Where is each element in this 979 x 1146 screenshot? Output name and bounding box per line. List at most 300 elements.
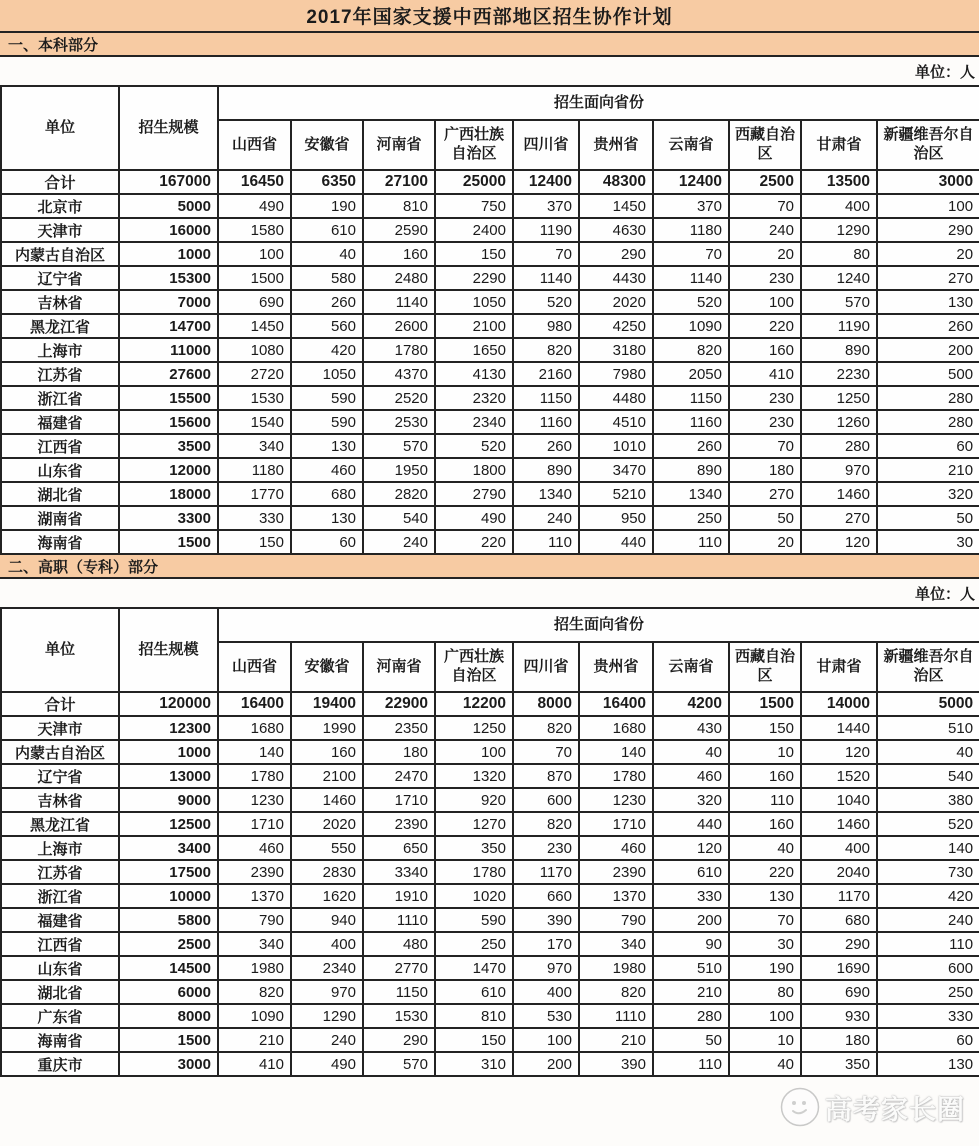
- province-value-cell: 580: [291, 266, 363, 290]
- table-row: [1, 908, 979, 932]
- province-value-cell: 440: [653, 812, 729, 836]
- row-name-cell: 吉林省: [1, 290, 119, 314]
- province-value-cell: 790: [218, 908, 291, 932]
- province-value-cell: 320: [653, 788, 729, 812]
- province-value-cell: 520: [435, 434, 513, 458]
- province-value-cell: 250: [877, 980, 979, 1004]
- province-value-cell: 1160: [653, 410, 729, 434]
- province-value-cell: 680: [291, 482, 363, 506]
- province-value-cell: 90: [653, 932, 729, 956]
- province-value-cell: 1780: [363, 338, 435, 362]
- scale-value-cell: 12500: [119, 812, 218, 836]
- province-value-cell: 12400: [653, 170, 729, 194]
- province-value-cell: 20: [729, 242, 801, 266]
- province-value-cell: 2770: [363, 956, 435, 980]
- watermark: [780, 1084, 976, 1130]
- province-value-cell: 1780: [579, 764, 653, 788]
- province-value-cell: 120: [801, 740, 877, 764]
- row-name-cell: 山东省: [1, 458, 119, 482]
- province-value-cell: 230: [513, 836, 579, 860]
- province-value-cell: 25000: [435, 170, 513, 194]
- province-value-cell: 590: [291, 410, 363, 434]
- province-value-cell: 30: [877, 530, 979, 554]
- province-value-cell: 1780: [218, 764, 291, 788]
- province-value-cell: 50: [877, 506, 979, 530]
- province-value-cell: 280: [653, 1004, 729, 1028]
- row-name-cell: 福建省: [1, 410, 119, 434]
- province-value-cell: 390: [579, 1052, 653, 1076]
- province-value-cell: 490: [218, 194, 291, 218]
- province-value-cell: 1230: [579, 788, 653, 812]
- province-value-cell: 2400: [435, 218, 513, 242]
- scale-value-cell: 18000: [119, 482, 218, 506]
- table-row: [1, 170, 979, 194]
- province-value-cell: 1240: [801, 266, 877, 290]
- scale-value-cell: 5000: [119, 194, 218, 218]
- province-value-cell: 4250: [579, 314, 653, 338]
- table-row: [1, 434, 979, 458]
- province-value-cell: 590: [435, 908, 513, 932]
- province-value-cell: 190: [291, 194, 363, 218]
- province-value-cell: 8000: [513, 692, 579, 716]
- province-value-cell: 130: [729, 884, 801, 908]
- scale-value-cell: 8000: [119, 1004, 218, 1028]
- province-value-cell: 1540: [218, 410, 291, 434]
- scale-value-cell: 11000: [119, 338, 218, 362]
- province-value-cell: 1190: [513, 218, 579, 242]
- province-value-cell: 290: [877, 218, 979, 242]
- section-heading-vocational: 二、高职（专科）部分: [0, 555, 979, 579]
- province-value-cell: 530: [513, 1004, 579, 1028]
- province-value-cell: 930: [801, 1004, 877, 1028]
- province-value-cell: 1110: [579, 1004, 653, 1028]
- province-value-cell: 1140: [653, 266, 729, 290]
- province-value-cell: 790: [579, 908, 653, 932]
- province-value-cell: 160: [729, 812, 801, 836]
- table-row: [1, 506, 979, 530]
- table-row: [1, 836, 979, 860]
- province-value-cell: 820: [513, 716, 579, 740]
- province-value-cell: 70: [653, 242, 729, 266]
- province-value-cell: 1370: [218, 884, 291, 908]
- province-value-cell: 10: [729, 740, 801, 764]
- table-row: [1, 788, 979, 812]
- province-value-cell: 70: [729, 908, 801, 932]
- province-value-cell: 210: [653, 980, 729, 1004]
- province-value-cell: 2100: [291, 764, 363, 788]
- province-value-cell: 2230: [801, 362, 877, 386]
- province-value-cell: 160: [291, 740, 363, 764]
- province-value-cell: 100: [513, 1028, 579, 1052]
- province-value-cell: 550: [291, 836, 363, 860]
- province-value-cell: 40: [729, 836, 801, 860]
- scale-value-cell: 3000: [119, 1052, 218, 1076]
- province-value-cell: 130: [877, 1052, 979, 1076]
- province-value-cell: 170: [513, 932, 579, 956]
- province-value-cell: 130: [291, 506, 363, 530]
- province-value-cell: 1050: [291, 362, 363, 386]
- province-value-cell: 290: [801, 932, 877, 956]
- row-name-cell: 浙江省: [1, 386, 119, 410]
- province-value-cell: 1800: [435, 458, 513, 482]
- province-column-header: 西藏自治区: [729, 642, 801, 692]
- province-value-cell: 2160: [513, 362, 579, 386]
- province-value-cell: 460: [218, 836, 291, 860]
- unit-column-header: 单位: [1, 608, 119, 692]
- province-value-cell: 150: [729, 716, 801, 740]
- province-value-cell: 520: [513, 290, 579, 314]
- scale-value-cell: 2500: [119, 932, 218, 956]
- scale-value-cell: 3500: [119, 434, 218, 458]
- province-value-cell: 1460: [801, 812, 877, 836]
- province-value-cell: 330: [653, 884, 729, 908]
- province-value-cell: 22900: [363, 692, 435, 716]
- province-column-header: 广西壮族自治区: [435, 642, 513, 692]
- province-value-cell: 400: [291, 932, 363, 956]
- province-value-cell: 280: [801, 434, 877, 458]
- row-name-cell: 江苏省: [1, 860, 119, 884]
- province-value-cell: 1250: [435, 716, 513, 740]
- province-value-cell: 70: [729, 194, 801, 218]
- province-value-cell: 70: [513, 740, 579, 764]
- unit-column-header: 单位: [1, 86, 119, 170]
- province-value-cell: 1680: [218, 716, 291, 740]
- province-value-cell: 1110: [363, 908, 435, 932]
- province-value-cell: 200: [877, 338, 979, 362]
- section-heading-undergraduate: 一、本科部分: [0, 33, 979, 57]
- province-value-cell: 890: [801, 338, 877, 362]
- province-value-cell: 40: [729, 1052, 801, 1076]
- province-value-cell: 340: [218, 932, 291, 956]
- province-value-cell: 660: [513, 884, 579, 908]
- province-value-cell: 16400: [218, 692, 291, 716]
- province-value-cell: 4630: [579, 218, 653, 242]
- province-value-cell: 2600: [363, 314, 435, 338]
- row-name-cell: 黑龙江省: [1, 314, 119, 338]
- row-name-cell: 湖南省: [1, 506, 119, 530]
- row-name-cell: 重庆市: [1, 1052, 119, 1076]
- table-row: [1, 386, 979, 410]
- province-value-cell: 5210: [579, 482, 653, 506]
- province-value-cell: 140: [579, 740, 653, 764]
- province-value-cell: 330: [218, 506, 291, 530]
- province-column-header: 山西省: [218, 642, 291, 692]
- table-row: [1, 362, 979, 386]
- province-value-cell: 260: [291, 290, 363, 314]
- table-row: [1, 218, 979, 242]
- province-value-cell: 1040: [801, 788, 877, 812]
- province-value-cell: 48300: [579, 170, 653, 194]
- row-name-cell: 合计: [1, 692, 119, 716]
- province-value-cell: 180: [801, 1028, 877, 1052]
- table-row: [1, 1004, 979, 1028]
- province-value-cell: 570: [363, 434, 435, 458]
- table-row: [1, 1052, 979, 1076]
- province-value-cell: 810: [435, 1004, 513, 1028]
- province-value-cell: 60: [291, 530, 363, 554]
- province-value-cell: 140: [218, 740, 291, 764]
- province-column-header: 四川省: [513, 120, 579, 170]
- provinces-span-header: 招生面向省份: [218, 86, 979, 120]
- province-column-header: 安徽省: [291, 120, 363, 170]
- province-value-cell: 820: [218, 980, 291, 1004]
- province-value-cell: 150: [435, 1028, 513, 1052]
- province-value-cell: 12200: [435, 692, 513, 716]
- table-row: [1, 314, 979, 338]
- province-value-cell: 230: [729, 386, 801, 410]
- province-value-cell: 4370: [363, 362, 435, 386]
- province-value-cell: 1710: [363, 788, 435, 812]
- row-name-cell: 黑龙江省: [1, 812, 119, 836]
- table-row: [1, 716, 979, 740]
- province-value-cell: 460: [579, 836, 653, 860]
- row-name-cell: 辽宁省: [1, 266, 119, 290]
- province-column-header: 云南省: [653, 120, 729, 170]
- province-value-cell: 270: [801, 506, 877, 530]
- row-name-cell: 海南省: [1, 1028, 119, 1052]
- province-column-header: 贵州省: [579, 642, 653, 692]
- province-value-cell: 510: [877, 716, 979, 740]
- province-value-cell: 4430: [579, 266, 653, 290]
- province-value-cell: 16450: [218, 170, 291, 194]
- province-value-cell: 60: [877, 434, 979, 458]
- vocational-plan-table: [0, 607, 979, 1077]
- province-value-cell: 2100: [435, 314, 513, 338]
- province-value-cell: 190: [729, 956, 801, 980]
- province-value-cell: 160: [729, 338, 801, 362]
- table-row: [1, 410, 979, 434]
- province-value-cell: 100: [435, 740, 513, 764]
- province-value-cell: 120: [801, 530, 877, 554]
- province-value-cell: 250: [653, 506, 729, 530]
- province-value-cell: 1010: [579, 434, 653, 458]
- province-value-cell: 180: [729, 458, 801, 482]
- province-column-header: 安徽省: [291, 642, 363, 692]
- province-value-cell: 540: [877, 764, 979, 788]
- province-value-cell: 270: [877, 266, 979, 290]
- province-value-cell: 2320: [435, 386, 513, 410]
- row-name-cell: 江西省: [1, 434, 119, 458]
- undergraduate-plan-table: [0, 85, 979, 555]
- scale-value-cell: 12000: [119, 458, 218, 482]
- scale-value-cell: 14700: [119, 314, 218, 338]
- province-value-cell: 1460: [801, 482, 877, 506]
- province-value-cell: 290: [579, 242, 653, 266]
- row-name-cell: 广东省: [1, 1004, 119, 1028]
- province-value-cell: 1090: [218, 1004, 291, 1028]
- province-value-cell: 2290: [435, 266, 513, 290]
- province-value-cell: 810: [363, 194, 435, 218]
- province-value-cell: 110: [653, 530, 729, 554]
- province-value-cell: 2020: [579, 290, 653, 314]
- province-value-cell: 70: [729, 434, 801, 458]
- province-value-cell: 2390: [218, 860, 291, 884]
- province-value-cell: 4510: [579, 410, 653, 434]
- province-value-cell: 80: [801, 242, 877, 266]
- province-value-cell: 240: [729, 218, 801, 242]
- scale-value-cell: 1000: [119, 242, 218, 266]
- province-value-cell: 340: [579, 932, 653, 956]
- province-value-cell: 1050: [435, 290, 513, 314]
- province-value-cell: 330: [877, 1004, 979, 1028]
- table-row: [1, 692, 979, 716]
- province-value-cell: 570: [363, 1052, 435, 1076]
- province-value-cell: 1580: [218, 218, 291, 242]
- province-value-cell: 1020: [435, 884, 513, 908]
- province-value-cell: 230: [729, 266, 801, 290]
- province-value-cell: 1780: [435, 860, 513, 884]
- province-value-cell: 100: [218, 242, 291, 266]
- province-value-cell: 13500: [801, 170, 877, 194]
- province-value-cell: 260: [877, 314, 979, 338]
- province-value-cell: 820: [513, 812, 579, 836]
- province-value-cell: 2350: [363, 716, 435, 740]
- province-value-cell: 230: [729, 410, 801, 434]
- province-value-cell: 130: [877, 290, 979, 314]
- province-value-cell: 680: [801, 908, 877, 932]
- table-row: [1, 458, 979, 482]
- province-value-cell: 2040: [801, 860, 877, 884]
- row-name-cell: 辽宁省: [1, 764, 119, 788]
- province-value-cell: 820: [513, 338, 579, 362]
- province-value-cell: 750: [435, 194, 513, 218]
- province-value-cell: 4200: [653, 692, 729, 716]
- province-value-cell: 20: [729, 530, 801, 554]
- province-value-cell: 1500: [218, 266, 291, 290]
- scale-value-cell: 1000: [119, 740, 218, 764]
- province-value-cell: 870: [513, 764, 579, 788]
- province-value-cell: 610: [291, 218, 363, 242]
- province-value-cell: 280: [877, 410, 979, 434]
- scale-column-header: 招生规模: [119, 608, 218, 692]
- province-value-cell: 270: [729, 482, 801, 506]
- row-name-cell: 北京市: [1, 194, 119, 218]
- province-value-cell: 370: [653, 194, 729, 218]
- province-value-cell: 420: [291, 338, 363, 362]
- province-value-cell: 1270: [435, 812, 513, 836]
- province-value-cell: 2790: [435, 482, 513, 506]
- table-row: [1, 812, 979, 836]
- row-name-cell: 合计: [1, 170, 119, 194]
- province-value-cell: 2020: [291, 812, 363, 836]
- row-name-cell: 江西省: [1, 932, 119, 956]
- row-name-cell: 江苏省: [1, 362, 119, 386]
- province-value-cell: 1680: [579, 716, 653, 740]
- province-value-cell: 340: [218, 434, 291, 458]
- province-value-cell: 570: [801, 290, 877, 314]
- province-value-cell: 970: [801, 458, 877, 482]
- province-value-cell: 2340: [435, 410, 513, 434]
- row-name-cell: 上海市: [1, 836, 119, 860]
- scale-value-cell: 3400: [119, 836, 218, 860]
- province-value-cell: 1460: [291, 788, 363, 812]
- province-value-cell: 180: [363, 740, 435, 764]
- province-value-cell: 600: [877, 956, 979, 980]
- province-value-cell: 540: [363, 506, 435, 530]
- province-value-cell: 30: [729, 932, 801, 956]
- penguin-logo-icon: [780, 1087, 820, 1127]
- province-value-cell: 110: [877, 932, 979, 956]
- province-value-cell: 150: [218, 530, 291, 554]
- row-name-cell: 内蒙古自治区: [1, 740, 119, 764]
- province-value-cell: 220: [729, 314, 801, 338]
- province-value-cell: 12400: [513, 170, 579, 194]
- row-name-cell: 山东省: [1, 956, 119, 980]
- province-value-cell: 1290: [801, 218, 877, 242]
- province-value-cell: 1170: [513, 860, 579, 884]
- province-column-header: 贵州省: [579, 120, 653, 170]
- scale-value-cell: 13000: [119, 764, 218, 788]
- province-value-cell: 820: [653, 338, 729, 362]
- table-row: [1, 530, 979, 554]
- province-value-cell: 130: [291, 434, 363, 458]
- row-name-cell: 吉林省: [1, 788, 119, 812]
- scale-column-header: 招生规模: [119, 86, 218, 170]
- province-value-cell: 110: [653, 1052, 729, 1076]
- province-value-cell: 1990: [291, 716, 363, 740]
- province-value-cell: 1450: [218, 314, 291, 338]
- province-value-cell: 160: [363, 242, 435, 266]
- province-value-cell: 1690: [801, 956, 877, 980]
- province-column-header: 云南省: [653, 642, 729, 692]
- table-row: [1, 932, 979, 956]
- row-name-cell: 天津市: [1, 218, 119, 242]
- province-value-cell: 240: [291, 1028, 363, 1052]
- province-value-cell: 980: [513, 314, 579, 338]
- province-value-cell: 40: [653, 740, 729, 764]
- row-name-cell: 浙江省: [1, 884, 119, 908]
- province-column-header: 西藏自治区: [729, 120, 801, 170]
- province-value-cell: 440: [579, 530, 653, 554]
- province-value-cell: 240: [877, 908, 979, 932]
- province-value-cell: 1500: [729, 692, 801, 716]
- province-value-cell: 14000: [801, 692, 877, 716]
- province-value-cell: 390: [513, 908, 579, 932]
- table-row: [1, 290, 979, 314]
- scale-value-cell: 12300: [119, 716, 218, 740]
- province-value-cell: 290: [363, 1028, 435, 1052]
- province-value-cell: 1980: [218, 956, 291, 980]
- province-value-cell: 70: [513, 242, 579, 266]
- province-value-cell: 280: [877, 386, 979, 410]
- province-value-cell: 120: [653, 836, 729, 860]
- province-value-cell: 970: [291, 980, 363, 1004]
- province-value-cell: 1190: [801, 314, 877, 338]
- province-value-cell: 590: [291, 386, 363, 410]
- table-row: [1, 194, 979, 218]
- scale-value-cell: 15500: [119, 386, 218, 410]
- province-value-cell: 600: [513, 788, 579, 812]
- province-column-header: 河南省: [363, 120, 435, 170]
- province-value-cell: 460: [291, 458, 363, 482]
- province-value-cell: 970: [513, 956, 579, 980]
- province-value-cell: 20: [877, 242, 979, 266]
- scale-value-cell: 16000: [119, 218, 218, 242]
- row-name-cell: 海南省: [1, 530, 119, 554]
- province-value-cell: 6350: [291, 170, 363, 194]
- table-row: [1, 1028, 979, 1052]
- province-value-cell: 350: [801, 1052, 877, 1076]
- table-row: [1, 860, 979, 884]
- province-value-cell: 1370: [579, 884, 653, 908]
- province-value-cell: 2830: [291, 860, 363, 884]
- row-name-cell: 福建省: [1, 908, 119, 932]
- province-value-cell: 1710: [579, 812, 653, 836]
- province-value-cell: 2520: [363, 386, 435, 410]
- province-column-header: 新疆维吾尔自治区: [877, 120, 979, 170]
- scale-value-cell: 167000: [119, 170, 218, 194]
- province-value-cell: 1530: [363, 1004, 435, 1028]
